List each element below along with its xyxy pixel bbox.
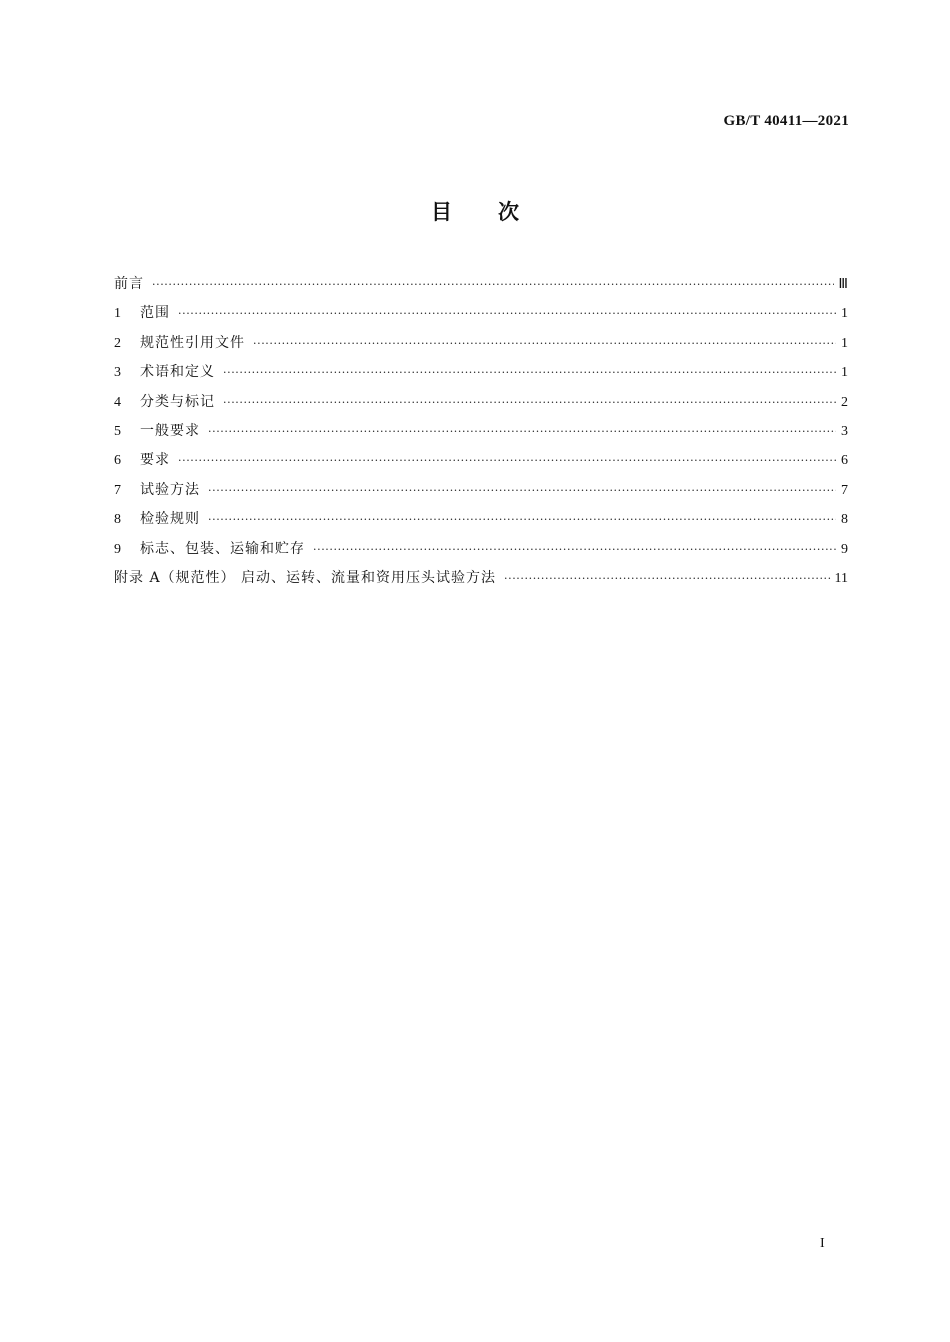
toc-leader-dots (178, 302, 836, 326)
toc-entry-page: 8 (841, 512, 848, 528)
toc-entry-page: 11 (834, 570, 848, 586)
toc-leader-dots (208, 479, 836, 503)
toc-entry-2[interactable] (114, 331, 848, 360)
toc-leader-dots (313, 538, 836, 562)
toc-leader-dots (223, 391, 836, 415)
toc-entry-label: 试验方法 (140, 481, 200, 498)
toc-leader-dots (178, 449, 836, 473)
toc-entry-number: 8 (114, 512, 121, 528)
toc-entry-4[interactable] (114, 390, 848, 419)
toc-entry-page: 1 (841, 306, 848, 322)
page-title: 目次 (431, 200, 565, 224)
toc-entry-label: 一般要求 (140, 422, 200, 439)
toc-entry-number: 6 (114, 453, 121, 469)
toc-entry-number: 9 (114, 541, 121, 557)
toc-entry-9[interactable] (114, 537, 848, 566)
toc-entry-page: 1 (841, 335, 848, 351)
toc-entry-label: 前言 (114, 276, 144, 292)
toc-entry-number: 3 (114, 365, 121, 381)
toc-leader-dots (208, 420, 836, 444)
toc-entry-page: 9 (841, 541, 848, 557)
toc-entry-label: 附录 A（规范性） 启动、运转、流量和资用压头试验方法 (114, 569, 497, 586)
toc-entry-label: 标志、包装、运输和贮存 (140, 540, 305, 557)
toc-entry-8[interactable] (114, 507, 848, 536)
standard-code: GB/T 40411—2021 (723, 113, 849, 129)
toc-entry-number: 7 (114, 482, 121, 498)
toc-entry-3[interactable] (114, 360, 848, 389)
toc-entry-page: 3 (841, 423, 848, 439)
toc-leader-dots (223, 361, 836, 385)
toc-leader-dots (208, 508, 836, 532)
toc-entry-label: 范围 (140, 305, 170, 322)
page-number: I (820, 1236, 825, 1251)
toc-leader-dots (152, 273, 834, 297)
toc-leader-dots (253, 332, 836, 356)
toc-entry-number: 1 (114, 306, 121, 322)
toc-entry-label: 术语和定义 (140, 364, 215, 381)
toc-entry-label: 检验规则 (140, 511, 200, 528)
toc-entry-label: 分类与标记 (140, 393, 215, 410)
toc-entry-5[interactable] (114, 419, 848, 448)
toc-entry-label: 规范性引用文件 (140, 334, 245, 351)
toc-entry-appendix-a[interactable] (114, 566, 848, 595)
toc-entry-page: 6 (841, 453, 848, 469)
toc-entry-page: 1 (841, 365, 848, 381)
toc-entry-1[interactable] (114, 301, 848, 330)
toc-entry-page: 7 (841, 482, 848, 498)
toc-entry-label: 要求 (140, 452, 170, 469)
toc-entry-7[interactable] (114, 478, 848, 507)
toc-entry-number: 5 (114, 423, 121, 439)
toc-entry-foreword[interactable] (114, 272, 848, 301)
toc-entry-number: 4 (114, 394, 121, 410)
table-of-contents (114, 272, 848, 595)
toc-entry-number: 2 (114, 335, 121, 351)
toc-entry-page: 2 (841, 394, 848, 410)
toc-leader-dots (504, 567, 831, 591)
toc-entry-6[interactable] (114, 448, 848, 477)
toc-entry-page: Ⅲ (838, 277, 848, 292)
